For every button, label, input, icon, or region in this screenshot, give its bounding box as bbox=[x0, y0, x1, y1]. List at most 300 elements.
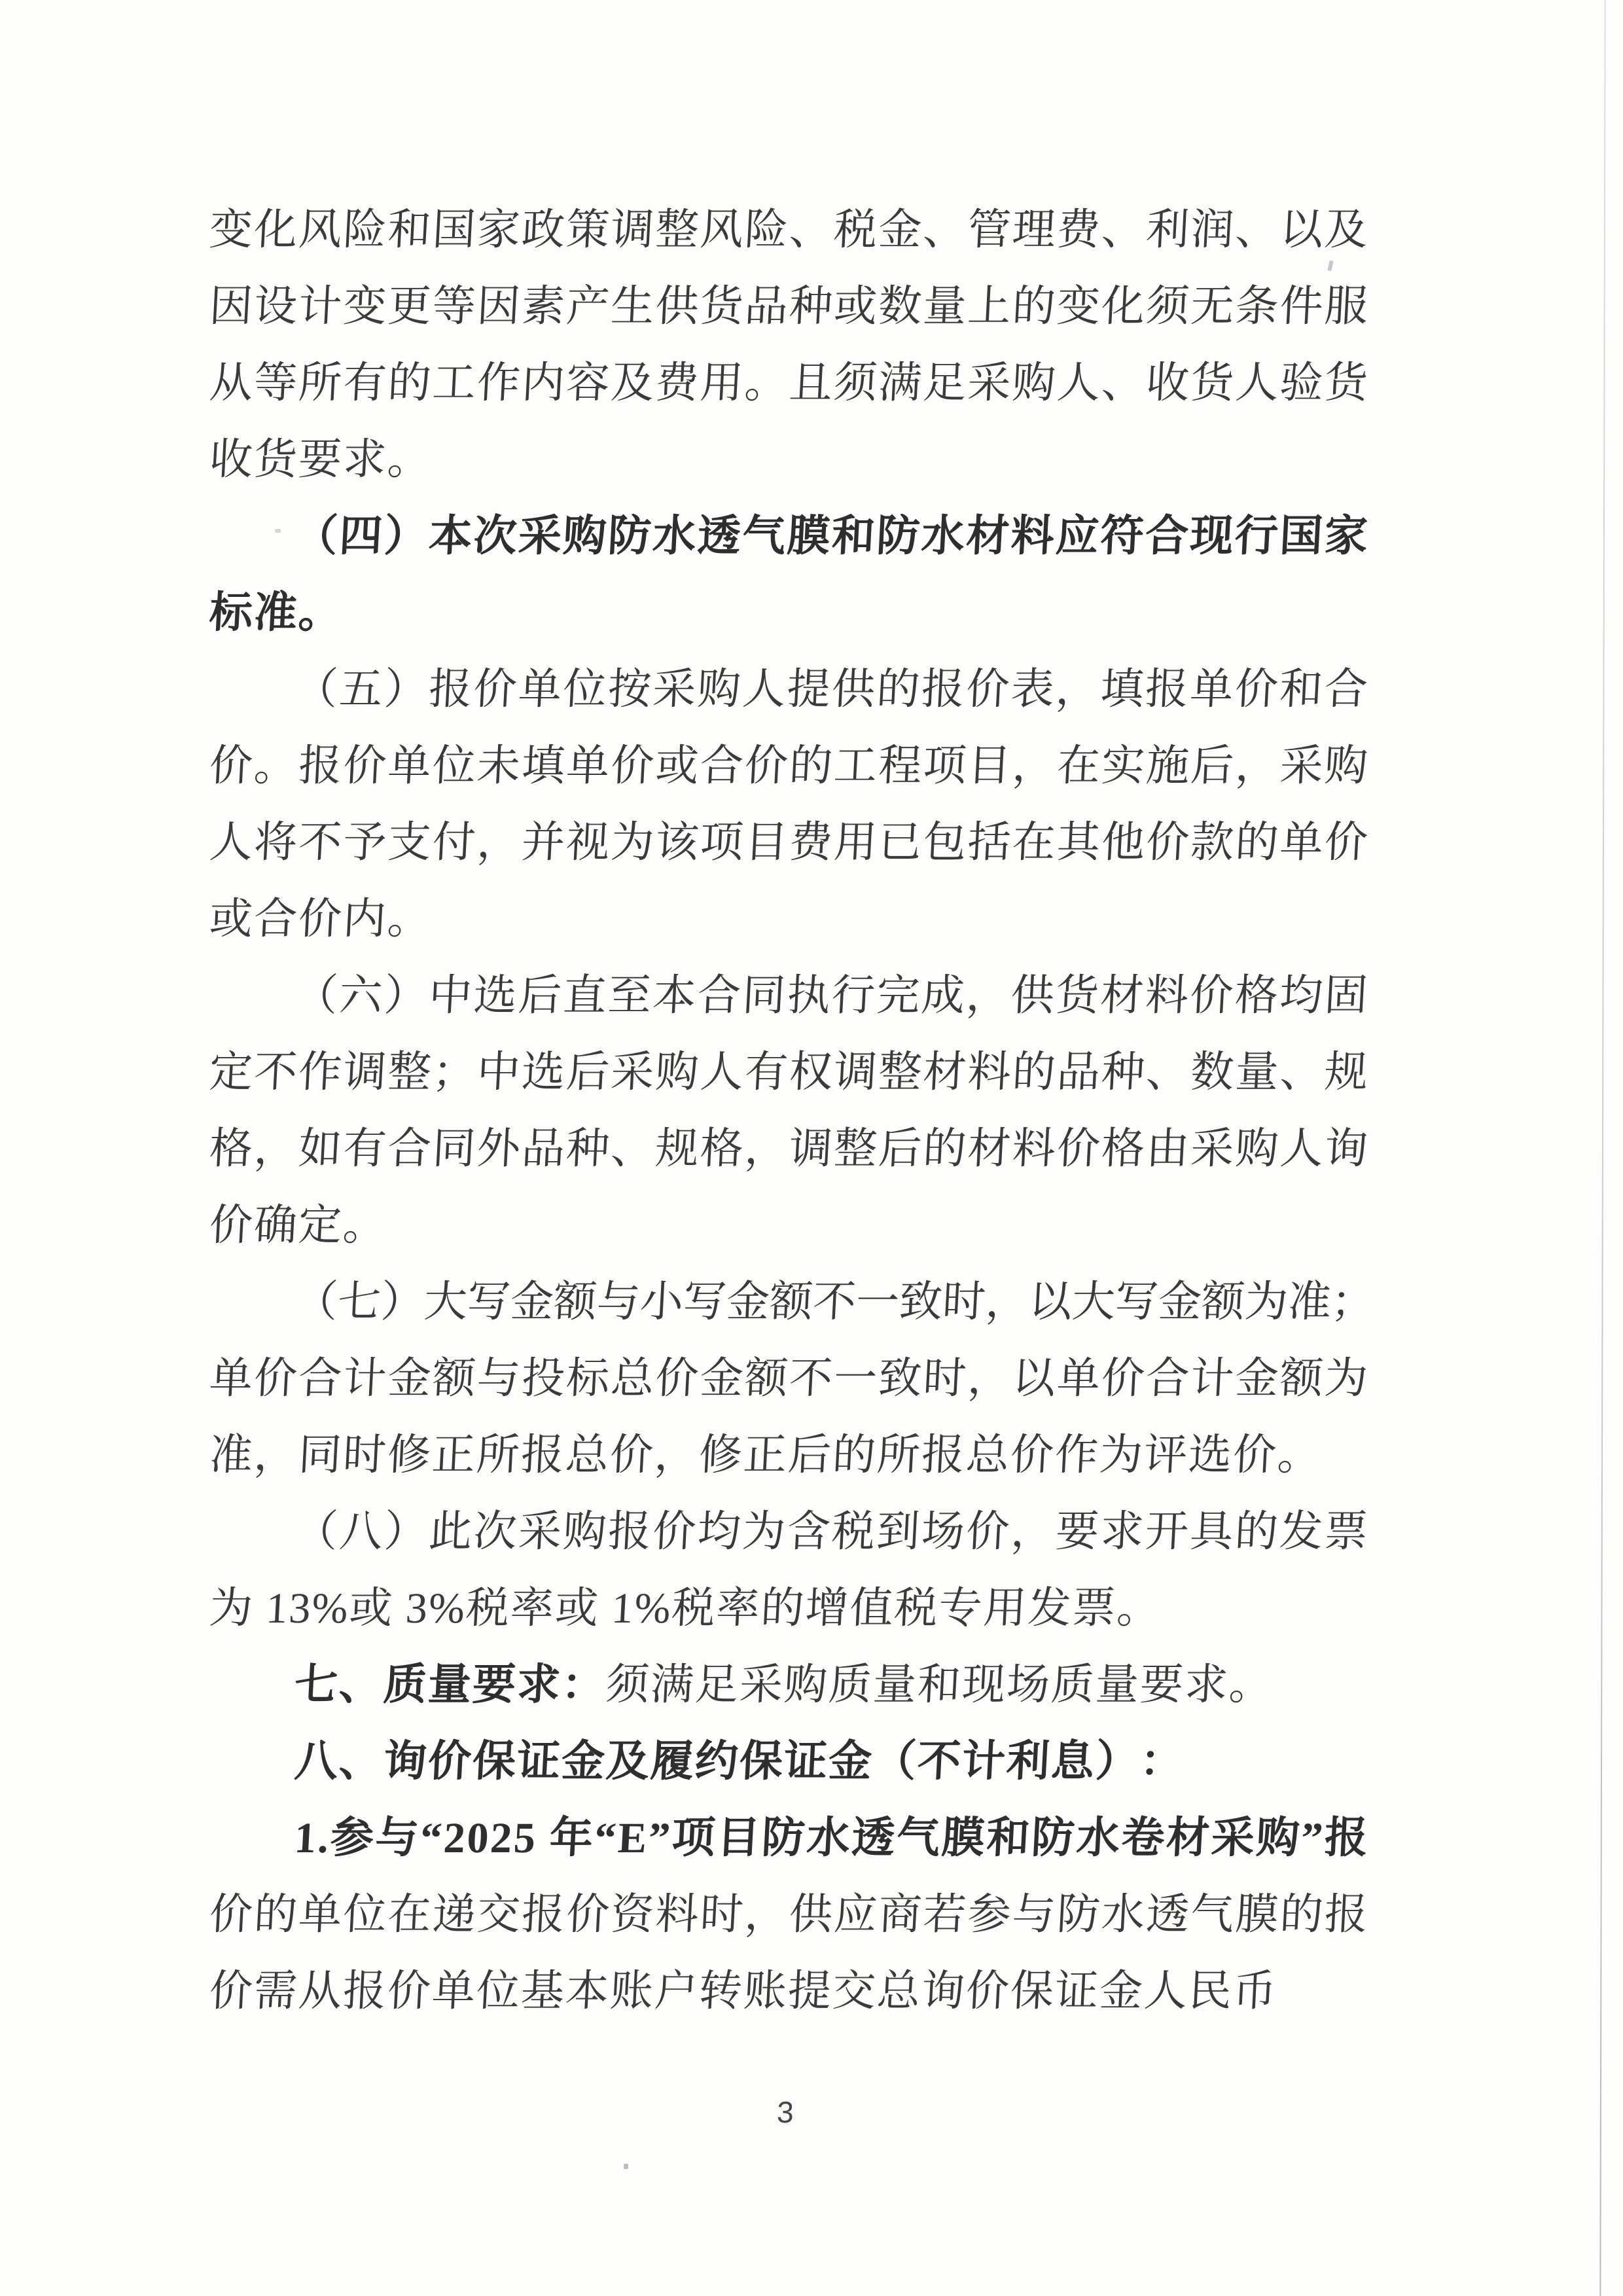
glyph: 防 bbox=[1056, 1890, 1101, 1939]
glyph: 且 bbox=[788, 359, 834, 407]
glyph: 确 bbox=[253, 1201, 298, 1249]
glyph: 金 bbox=[1234, 1354, 1280, 1403]
glyph: 品 bbox=[520, 1124, 567, 1173]
glyph: 具 bbox=[1188, 1507, 1235, 1556]
glyph: 合 bbox=[696, 971, 742, 1020]
glyph: 料 bbox=[1009, 512, 1056, 560]
glyph: ： bbox=[560, 1660, 606, 1709]
glyph: 等 bbox=[253, 359, 299, 407]
glyph: 购 bbox=[783, 1660, 829, 1709]
glyph: 的 bbox=[1233, 1507, 1279, 1556]
glyph: 交 bbox=[476, 1890, 522, 1939]
glyph: 报 bbox=[1323, 1890, 1369, 1939]
glyph: 额 bbox=[743, 1354, 789, 1403]
glyph: 水 bbox=[920, 512, 966, 560]
glyph: 货 bbox=[1323, 359, 1369, 407]
glyph: 按 bbox=[607, 665, 652, 713]
glyph: 价 bbox=[208, 1201, 254, 1249]
glyph: 不 bbox=[812, 1278, 857, 1326]
glyph: 项 bbox=[670, 1814, 717, 1862]
glyph: 与 bbox=[476, 1354, 522, 1403]
glyph: 为 bbox=[208, 1584, 254, 1632]
glyph: 水 bbox=[651, 512, 698, 560]
glyph: ， bbox=[653, 1431, 699, 1479]
glyph: 量 bbox=[921, 282, 968, 331]
glyph: 费 bbox=[1056, 206, 1101, 254]
glyph: 要 bbox=[1054, 1507, 1101, 1556]
glyph: 合 bbox=[297, 1354, 344, 1403]
glyph: 。 bbox=[253, 742, 299, 790]
glyph: 费 bbox=[654, 359, 700, 407]
glyph: 采 bbox=[966, 359, 1012, 407]
glyph: 证 bbox=[783, 1737, 829, 1785]
glyph: 从 bbox=[297, 1967, 343, 2015]
glyph: 的 bbox=[253, 1890, 299, 1939]
glyph: 履 bbox=[649, 1737, 695, 1785]
glyph: 修 bbox=[386, 1431, 432, 1479]
glyph: 税 bbox=[465, 1584, 510, 1632]
glyph: 价 bbox=[386, 1967, 432, 2015]
glyph: 在 bbox=[1010, 818, 1057, 867]
glyph: 总 bbox=[965, 1431, 1010, 1479]
scan-speck bbox=[624, 2164, 628, 2169]
glyph: 采 bbox=[1210, 1814, 1256, 1862]
glyph: 件 bbox=[1278, 282, 1325, 331]
glyph: 变 bbox=[1056, 282, 1101, 331]
scan-edge-artifact bbox=[1599, 0, 1605, 2296]
glyph: 采 bbox=[651, 665, 698, 713]
glyph: 作 bbox=[476, 359, 522, 407]
text-block bbox=[208, 192, 1376, 2030]
glyph bbox=[393, 1587, 406, 1630]
glyph: 报 bbox=[1144, 665, 1190, 713]
glyph: 要 bbox=[297, 435, 343, 484]
glyph: 填 bbox=[1099, 665, 1145, 713]
glyph: 定 bbox=[297, 1201, 343, 1249]
glyph: 年 bbox=[548, 1814, 594, 1862]
glyph: 无 bbox=[1189, 282, 1236, 331]
glyph: 总 bbox=[564, 1431, 610, 1479]
glyph: 评 bbox=[1143, 1431, 1188, 1479]
glyph: 款 bbox=[1189, 818, 1236, 867]
glyph: 表 bbox=[1009, 665, 1056, 713]
text-line bbox=[207, 1417, 1370, 1494]
glyph: 为 bbox=[609, 818, 656, 867]
glyph: 如 bbox=[297, 1124, 344, 1173]
glyph: 国 bbox=[1278, 512, 1325, 560]
glyph: 合 bbox=[253, 895, 298, 943]
glyph: 、 bbox=[338, 1737, 383, 1785]
glyph: 次 bbox=[472, 512, 518, 560]
glyph: 为 bbox=[1323, 1354, 1369, 1403]
glyph: 额 bbox=[1278, 1354, 1325, 1403]
glyph: 用 bbox=[832, 818, 879, 867]
glyph: 为 bbox=[1098, 1431, 1144, 1479]
glyph: 本 bbox=[427, 512, 474, 560]
glyph: 税 bbox=[670, 1584, 717, 1632]
glyph: 须 bbox=[605, 1660, 651, 1709]
glyph: 价 bbox=[427, 1737, 473, 1785]
glyph: 计 bbox=[297, 282, 344, 331]
glyph: 种 bbox=[788, 282, 834, 331]
glyph: 民 bbox=[1187, 1967, 1233, 2015]
glyph: 价 bbox=[965, 1967, 1010, 2015]
glyph: 价 bbox=[965, 1507, 1011, 1556]
glyph: 他 bbox=[1100, 818, 1147, 867]
glyph: 写 bbox=[682, 1278, 728, 1326]
glyph: 税 bbox=[832, 206, 879, 254]
glyph: 一 bbox=[855, 1278, 901, 1326]
glyph: 金 bbox=[877, 206, 923, 254]
glyph: 时 bbox=[921, 1354, 968, 1403]
glyph: 此 bbox=[427, 1507, 474, 1556]
glyph: 项 bbox=[921, 742, 968, 790]
glyph: 调 bbox=[609, 206, 656, 254]
glyph: 保 bbox=[738, 1737, 784, 1785]
glyph: 票 bbox=[1323, 1507, 1369, 1556]
glyph: 足 bbox=[694, 1660, 740, 1709]
glyph: 发 bbox=[1026, 1584, 1073, 1632]
glyph: 五 bbox=[338, 665, 384, 713]
glyph: 数 bbox=[1189, 1048, 1236, 1096]
glyph: 均 bbox=[696, 1507, 742, 1556]
glyph: 计 bbox=[961, 1737, 1007, 1785]
glyph: 采 bbox=[517, 512, 563, 560]
glyph: 价 bbox=[743, 742, 789, 790]
glyph: 供 bbox=[1009, 971, 1056, 1020]
glyph: 币 bbox=[1232, 1967, 1277, 2015]
glyph: 约 bbox=[694, 1737, 740, 1785]
glyph: 及 bbox=[605, 1737, 651, 1785]
glyph: 和 bbox=[916, 1660, 962, 1709]
glyph: 标 bbox=[565, 1354, 611, 1403]
glyph: 购 bbox=[654, 1048, 700, 1096]
glyph: 在 bbox=[1056, 742, 1101, 790]
glyph: 格 bbox=[1100, 1124, 1147, 1173]
glyph: “ bbox=[593, 1814, 618, 1862]
glyph: 的 bbox=[386, 359, 433, 407]
glyph: 条 bbox=[1234, 282, 1280, 331]
glyph: 要 bbox=[471, 1660, 517, 1709]
text-line bbox=[207, 1187, 1370, 1264]
glyph: 支 bbox=[386, 818, 433, 867]
glyph: （ bbox=[293, 971, 339, 1020]
glyph: 询 bbox=[1323, 1124, 1369, 1173]
glyph: 作 bbox=[297, 1048, 344, 1096]
glyph: 额 bbox=[1200, 1278, 1246, 1326]
glyph: 2 bbox=[442, 1814, 467, 1862]
glyph: 合 bbox=[386, 1124, 433, 1173]
glyph: 后 bbox=[517, 971, 563, 1020]
glyph: 场 bbox=[920, 1507, 966, 1556]
glyph: 1 bbox=[293, 1814, 317, 1862]
glyph: 整 bbox=[386, 1048, 433, 1096]
glyph: 价 bbox=[1056, 1124, 1101, 1173]
glyph: 更 bbox=[386, 282, 433, 331]
glyph: ） bbox=[1094, 1737, 1140, 1785]
glyph: 价 bbox=[253, 1354, 299, 1403]
glyph: 目 bbox=[715, 1814, 762, 1862]
glyph: 足 bbox=[921, 359, 968, 407]
glyph: 交 bbox=[831, 1967, 877, 2015]
glyph: 为 bbox=[741, 1507, 787, 1556]
glyph: 价 bbox=[1188, 971, 1235, 1020]
glyph: 不 bbox=[788, 1354, 834, 1403]
glyph: 定 bbox=[208, 1048, 254, 1096]
glyph: 证 bbox=[516, 1737, 562, 1785]
glyph: 收 bbox=[208, 435, 254, 484]
glyph: 购 bbox=[1255, 1814, 1301, 1862]
glyph: 规 bbox=[654, 1124, 700, 1173]
text-line bbox=[207, 575, 1370, 651]
glyph: 或 bbox=[654, 742, 700, 790]
glyph: 品 bbox=[1056, 1048, 1101, 1096]
text-line bbox=[207, 728, 1370, 804]
glyph: 符 bbox=[1099, 512, 1145, 560]
glyph: 应 bbox=[1054, 512, 1101, 560]
text-line bbox=[207, 1034, 1370, 1111]
glyph: 要 bbox=[1139, 1660, 1185, 1709]
glyph: 单 bbox=[1056, 1354, 1101, 1403]
glyph: 价 bbox=[565, 1890, 611, 1939]
glyph: 视 bbox=[565, 818, 611, 867]
glyph: 证 bbox=[1054, 1967, 1099, 2015]
glyph: 价 bbox=[965, 665, 1011, 713]
glyph: 材 bbox=[1165, 1814, 1211, 1862]
glyph: 险 bbox=[743, 206, 789, 254]
glyph: 的 bbox=[759, 1584, 806, 1632]
glyph: 求 bbox=[516, 1660, 562, 1709]
glyph: 八 bbox=[338, 1507, 384, 1556]
glyph: ” bbox=[1300, 1814, 1325, 1862]
glyph: 账 bbox=[742, 1967, 788, 2015]
glyph: 致 bbox=[898, 1278, 944, 1326]
glyph: 费 bbox=[788, 818, 834, 867]
glyph: ， bbox=[1009, 1507, 1056, 1556]
glyph: 价 bbox=[472, 665, 518, 713]
glyph: 膜 bbox=[785, 512, 832, 560]
glyph: 包 bbox=[921, 818, 968, 867]
glyph: 单 bbox=[386, 742, 433, 790]
glyph: 质 bbox=[382, 1660, 428, 1709]
glyph: 价 bbox=[208, 1967, 254, 2015]
glyph: “ bbox=[419, 1814, 444, 1862]
glyph: 求 bbox=[1183, 1660, 1229, 1709]
glyph: 满 bbox=[877, 359, 923, 407]
glyph: 与 bbox=[596, 1278, 641, 1326]
glyph: 气 bbox=[895, 1814, 942, 1862]
glyph: 固 bbox=[1323, 971, 1369, 1020]
glyph: ） bbox=[382, 1507, 429, 1556]
glyph: 金 bbox=[1157, 1278, 1203, 1326]
text-line bbox=[207, 1264, 1376, 1340]
glyph: 小 bbox=[639, 1278, 685, 1326]
glyph: 、 bbox=[338, 1660, 383, 1709]
glyph bbox=[598, 1587, 611, 1630]
glyph: 报 bbox=[920, 1431, 966, 1479]
glyph: 购 bbox=[1323, 742, 1369, 790]
glyph: 价 bbox=[654, 1354, 700, 1403]
glyph: 用 bbox=[982, 1584, 1028, 1632]
glyph: 作 bbox=[1054, 1431, 1099, 1479]
glyph: 、 bbox=[1100, 359, 1147, 407]
glyph: 报 bbox=[520, 1431, 565, 1479]
glyph: 户 bbox=[653, 1967, 699, 2015]
glyph: 透 bbox=[850, 1814, 897, 1862]
glyph: 求 bbox=[342, 435, 387, 484]
glyph: 。 bbox=[386, 435, 432, 484]
glyph: 单 bbox=[1278, 818, 1325, 867]
glyph: 含 bbox=[785, 1507, 832, 1556]
glyph: 成 bbox=[920, 971, 966, 1020]
glyph: ） bbox=[382, 665, 429, 713]
glyph: 以 bbox=[1278, 206, 1325, 254]
glyph: 利 bbox=[1005, 1737, 1051, 1785]
glyph: 一 bbox=[832, 1354, 879, 1403]
glyph: 准 bbox=[253, 588, 298, 637]
glyph: ， bbox=[1054, 665, 1101, 713]
glyph: 时 bbox=[698, 1890, 745, 1939]
glyph: 有 bbox=[342, 359, 388, 407]
glyph: 防 bbox=[607, 512, 652, 560]
glyph: 执 bbox=[785, 971, 832, 1020]
glyph: 递 bbox=[431, 1890, 477, 1939]
glyph: ） bbox=[382, 971, 429, 1020]
glyph: 价 bbox=[1232, 1431, 1277, 1479]
glyph: 采 bbox=[738, 1660, 784, 1709]
glyph: 七 bbox=[336, 1278, 382, 1326]
glyph: 报 bbox=[297, 742, 344, 790]
glyph: 采 bbox=[517, 1507, 563, 1556]
glyph: 位 bbox=[562, 665, 608, 713]
glyph: 大 bbox=[423, 1278, 469, 1326]
glyph: 单 bbox=[517, 665, 563, 713]
glyph: 种 bbox=[565, 1124, 611, 1173]
glyph: 及 bbox=[609, 359, 656, 407]
text-line bbox=[207, 268, 1370, 345]
glyph: 防 bbox=[1030, 1814, 1077, 1862]
glyph: 参 bbox=[966, 1890, 1012, 1939]
glyph: 购 bbox=[562, 512, 608, 560]
glyph: 询 bbox=[382, 1737, 428, 1785]
glyph: 变 bbox=[342, 282, 388, 331]
glyph: 所 bbox=[475, 1431, 521, 1479]
glyph: 保 bbox=[1009, 1967, 1055, 2015]
glyph: 写 bbox=[466, 1278, 512, 1326]
text-line bbox=[207, 422, 1370, 498]
glyph: 单 bbox=[208, 1354, 254, 1403]
glyph: 目 bbox=[966, 742, 1012, 790]
glyph: 专 bbox=[937, 1584, 984, 1632]
glyph: 量 bbox=[1234, 1048, 1280, 1096]
glyph: 的 bbox=[875, 665, 921, 713]
glyph: 行 bbox=[1233, 512, 1279, 560]
glyph: 供 bbox=[654, 282, 700, 331]
glyph: 风 bbox=[698, 206, 745, 254]
glyph: ， bbox=[253, 1431, 298, 1479]
glyph: 及 bbox=[1323, 206, 1369, 254]
glyph: 工 bbox=[431, 359, 477, 407]
glyph: ， bbox=[965, 971, 1011, 1020]
glyph: ， bbox=[984, 1278, 1030, 1326]
glyph: 防 bbox=[760, 1814, 806, 1862]
glyph: 有 bbox=[743, 1048, 789, 1096]
glyph: 目 bbox=[743, 818, 789, 867]
text-line bbox=[207, 881, 1370, 958]
glyph: 询 bbox=[920, 1967, 966, 2015]
glyph: ” bbox=[647, 1814, 671, 1862]
glyph: 数 bbox=[877, 282, 923, 331]
glyph: 价 bbox=[1233, 665, 1279, 713]
glyph: 开 bbox=[1144, 1507, 1190, 1556]
glyph: 后 bbox=[1189, 742, 1236, 790]
glyph: 单 bbox=[431, 1967, 476, 2015]
glyph: 税 bbox=[830, 1507, 877, 1556]
text-line bbox=[207, 1570, 1370, 1647]
glyph: 本 bbox=[564, 1967, 610, 2015]
glyph: 用 bbox=[698, 359, 745, 407]
glyph: 材 bbox=[921, 1048, 968, 1096]
glyph: （ bbox=[293, 512, 339, 560]
glyph: 格 bbox=[1233, 971, 1279, 1020]
glyph: 完 bbox=[875, 971, 921, 1020]
glyph: 大 bbox=[1071, 1278, 1116, 1326]
glyph: 后 bbox=[877, 1124, 923, 1173]
glyph: 生 bbox=[609, 282, 656, 331]
glyph: 、 bbox=[1234, 206, 1280, 254]
glyph: 票 bbox=[1071, 1584, 1117, 1632]
glyph: 所 bbox=[876, 1431, 921, 1479]
glyph: 、 bbox=[921, 206, 968, 254]
glyph: 、 bbox=[1100, 206, 1147, 254]
glyph: 人 bbox=[208, 818, 254, 867]
glyph: 应 bbox=[832, 1890, 879, 1939]
glyph: 价 bbox=[1145, 818, 1191, 867]
glyph: ； bbox=[431, 1048, 477, 1096]
glyph: 。 bbox=[1276, 1431, 1322, 1479]
glyph: E bbox=[616, 1814, 649, 1862]
glyph: 质 bbox=[1050, 1660, 1096, 1709]
glyph: 等 bbox=[431, 282, 477, 331]
glyph: 调 bbox=[342, 1048, 388, 1096]
glyph: 合 bbox=[1144, 512, 1190, 560]
glyph: 需 bbox=[253, 1967, 298, 2015]
glyph: 合 bbox=[698, 742, 745, 790]
glyph: 从 bbox=[208, 359, 254, 407]
text-line bbox=[207, 192, 1370, 268]
glyph: 的 bbox=[1010, 282, 1057, 331]
glyph: （ bbox=[293, 1278, 339, 1326]
glyph: 金 bbox=[725, 1278, 771, 1326]
glyph: 调 bbox=[788, 1124, 834, 1173]
glyph: 报 bbox=[427, 665, 474, 713]
glyph: 金 bbox=[386, 1354, 433, 1403]
glyph: 位 bbox=[431, 742, 477, 790]
glyph: 卷 bbox=[1120, 1814, 1166, 1862]
glyph: ， bbox=[476, 818, 522, 867]
glyph: 、 bbox=[609, 1124, 656, 1173]
glyph: 采 bbox=[1189, 1124, 1236, 1173]
glyph: 家 bbox=[476, 206, 522, 254]
glyph: 场 bbox=[1005, 1660, 1051, 1709]
glyph: 中 bbox=[476, 1048, 522, 1096]
glyph: 人 bbox=[1278, 1124, 1325, 1173]
glyph: 额 bbox=[768, 1278, 814, 1326]
glyph: 品 bbox=[743, 282, 789, 331]
glyph: 供 bbox=[788, 1890, 834, 1939]
glyph: 管 bbox=[966, 206, 1012, 254]
glyph: 内 bbox=[520, 359, 567, 407]
